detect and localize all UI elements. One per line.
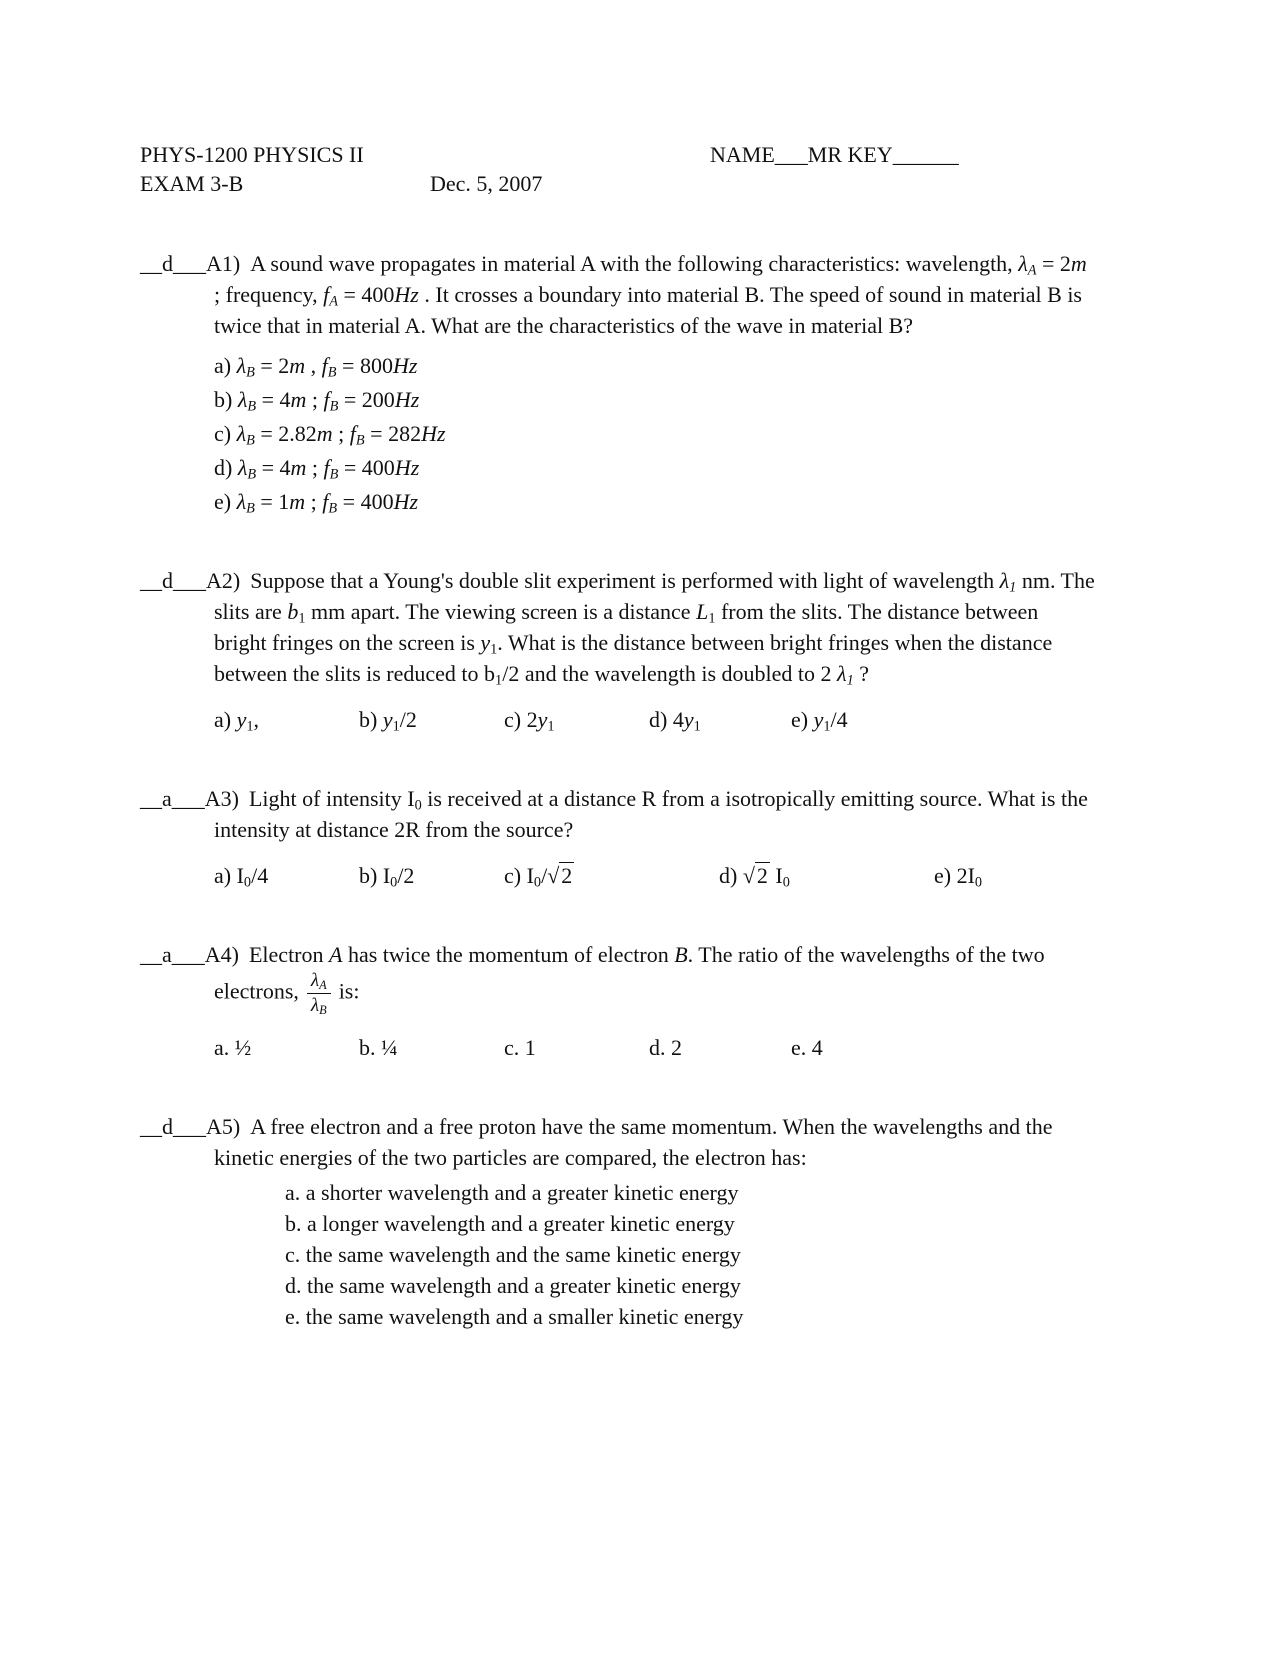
question-text: [140, 939, 1095, 1017]
answer-blank: __d___: [140, 1113, 206, 1139]
choice-b: b. a longer wavelength and a greater kinetic energy: [285, 1210, 735, 1236]
fraction: [307, 970, 331, 1017]
choice-c: c) $2y_1$: [504, 707, 555, 735]
answer-blank: __d___: [140, 568, 206, 593]
question-body: A sound wave propagates in material A with the following characteristics: wavelength, $\lambda_A = 2m$ ; frequency, $f_A = 400Hz$ . It crosses a boundary into material B. The speed of sound in material B is twice that in material A. What are the characteristics of the wave in material B?: [214, 251, 1087, 338]
header-row-2: [140, 169, 1095, 198]
question-body: Suppose that a Young's double slit experiment is performed with light of wavelength $\lambda_1$ nm. The slits are $b_1$ mm apart. The viewing screen is a distance $L_1$ from the slits. The distance between bright fringes on the screen is $y_1$. What is the distance between bright fringes when the distance between the slits is reduced to $b_1/2$ and the wavelength is doubled to 2 $\lambda_1$ ?: [214, 568, 1095, 689]
question-number: A5): [206, 1113, 241, 1139]
choice-b: b) $y_1/2$: [359, 707, 417, 735]
choice-d: d. the same wavelength and a greater kinetic energy: [285, 1272, 741, 1298]
choice-c: c. the same wavelength and the same kinetic energy: [285, 1241, 741, 1267]
exam-title: EXAM 3-B: [140, 171, 244, 196]
choice-d: d) $4y_1$: [649, 707, 701, 735]
name-line: NAME___MR KEY______: [710, 142, 959, 167]
fraction-denominator: $\lambda_B$: [310, 994, 327, 1017]
question-body-before: Electron A has twice the momentum of electron B. The ratio of the wavelengths of the two electrons,: [214, 942, 1045, 1004]
header-row-1: [140, 140, 1095, 169]
choice-b: b) $\lambda_B = 4m$ ; $f_B = 200Hz$: [214, 387, 420, 415]
question-number: A2): [206, 568, 241, 593]
choice-a: a) $y_1$,: [214, 707, 260, 735]
question-a2: [140, 565, 1095, 737]
question-a5: [140, 1111, 1095, 1332]
question-body: A free electron and a free proton have the same momentum. When the wavelengths and the kinetic energies of the two particles are compared, the electron has:: [214, 1113, 1053, 1170]
choice-d: d) $\lambda_B = 4m$ ; $f_B = 400Hz$: [214, 455, 420, 483]
question-number: A4): [204, 942, 239, 967]
question-a1: [140, 248, 1095, 519]
answer-blank: __a___: [140, 942, 205, 967]
choices-a4: [140, 1031, 1095, 1065]
exam-header: [140, 140, 1095, 198]
choice-d: d) √2 $I_0$: [719, 863, 790, 891]
choice-a: a. ½: [214, 1034, 252, 1060]
choice-e: e. the same wavelength and a smaller kinetic energy: [285, 1303, 744, 1329]
choices-a1: [140, 349, 1095, 519]
choice-a: a) $\lambda_B = 2m$ , $f_B = 800Hz$: [214, 353, 418, 381]
choices-a2: [140, 703, 1095, 737]
answer-blank: __a___: [140, 786, 205, 811]
choice-b: b) $I_0/2$: [359, 863, 415, 891]
choice-a: a) $I_0/4$: [214, 863, 269, 891]
question-text: [140, 1111, 1095, 1173]
question-body-after: is:: [338, 978, 360, 1004]
question-text: [140, 565, 1095, 689]
choice-b: b. ¼: [359, 1034, 398, 1060]
answer-blank: __d___: [140, 251, 206, 276]
question-body: Light of intensity $I_0$ is received at a distance R from a isotropically emitting source. What is the intensity at distance 2R from the source?: [214, 786, 1088, 842]
question-number: A3): [204, 786, 239, 811]
exam-date: Dec. 5, 2007: [430, 171, 543, 196]
fraction-numerator: $\lambda_A$: [307, 970, 331, 994]
question-a3: [140, 783, 1095, 893]
question-text: [140, 248, 1095, 341]
choice-d: d. 2: [649, 1034, 682, 1060]
question-text: [140, 783, 1095, 845]
choice-a: a. a shorter wavelength and a greater kinetic energy: [285, 1179, 739, 1205]
choices-a3: [140, 859, 1095, 893]
choice-c: c) $\lambda_B = 2.82m$ ; $f_B = 282Hz$: [214, 421, 446, 449]
question-a4: [140, 939, 1095, 1065]
choice-c: c. 1: [504, 1034, 536, 1060]
choice-e: e. 4: [791, 1034, 823, 1060]
choice-e: e) $\lambda_B = 1m$ ; $f_B = 400Hz$: [214, 489, 419, 517]
course-title: PHYS-1200 PHYSICS II: [140, 142, 364, 167]
choice-c: c) $I_0/√2$: [504, 863, 573, 891]
question-number: A1): [206, 251, 241, 276]
choice-e: e) $2I_0$: [934, 863, 983, 891]
choice-e: e) $y_1/4$: [791, 707, 848, 735]
choices-a5: [140, 1177, 1095, 1332]
